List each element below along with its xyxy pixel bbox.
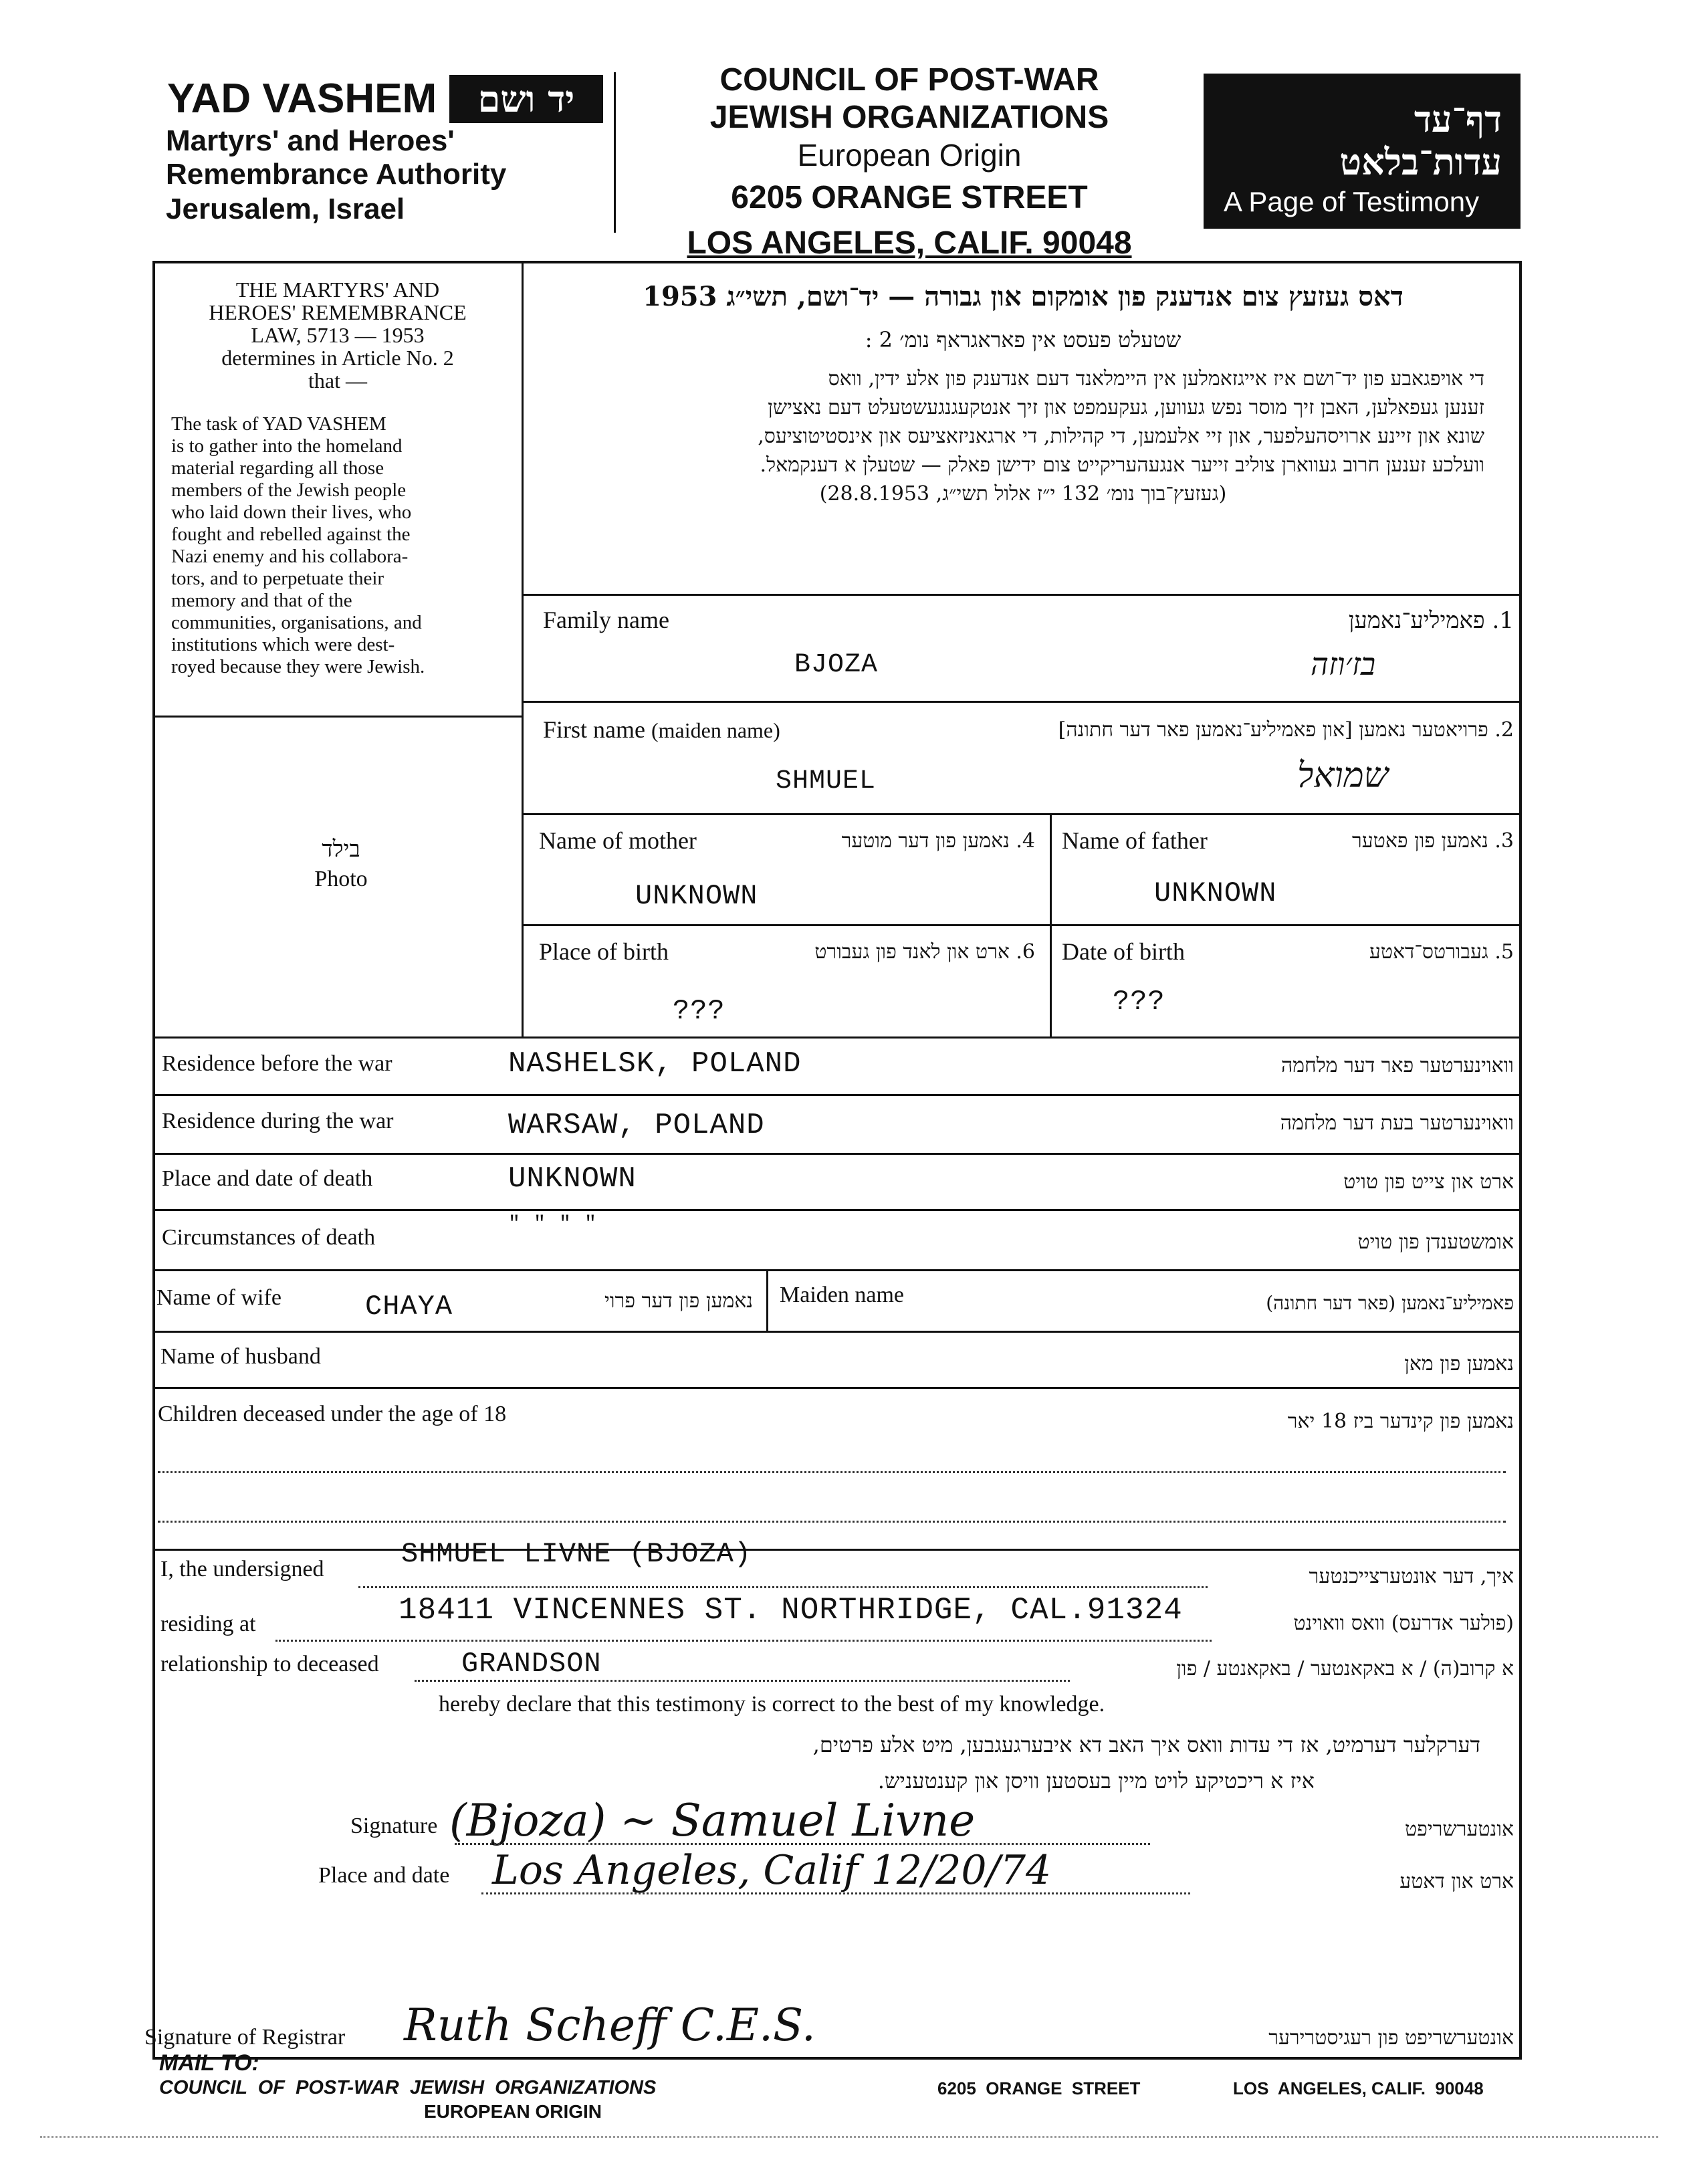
place-of-birth-label: Place of birth bbox=[539, 938, 669, 965]
header-divider bbox=[614, 72, 616, 233]
residing-value: 18411 VINCENNES ST. NORTHRIDGE, CAL.91324 bbox=[399, 1593, 1183, 1628]
photo-label: Photo bbox=[314, 867, 368, 891]
mother-label-hebrew: 4. נאמען פון דער מוטער bbox=[841, 829, 1035, 853]
father-value: UNKNOWN bbox=[1154, 877, 1277, 909]
residing-label: residing at bbox=[160, 1612, 256, 1636]
law-title-line-1: THE MARTYRS' AND bbox=[235, 278, 440, 302]
death-circumstances-label: Circumstances of death bbox=[162, 1225, 376, 1250]
first-name-label-hebrew: 2. פרויאטער נאמען [און פאמיליע־נאמען פאר דער חתונה] bbox=[1058, 718, 1514, 742]
place-date-label: Place and date bbox=[318, 1863, 450, 1888]
place-date-value: Los Angeles, Calif 12/20/74 bbox=[492, 1847, 1052, 1894]
law-body-line: fought and rebelled against the bbox=[171, 524, 411, 545]
signature-label: Signature bbox=[350, 1814, 438, 1838]
death-circumstances-label-hebrew: אומשטענדן פון טויט bbox=[1357, 1230, 1514, 1254]
authority-line-1: Martyrs' and Heroes' bbox=[166, 124, 455, 157]
yad-vashem-title: YAD VASHEM bbox=[167, 76, 437, 122]
law-title-line-2: HEROES' REMEMBRANCE bbox=[209, 300, 467, 324]
declare-text-hebrew-2: איז א ריכטיקע לויט מיין בעסטען וויסן און קענטעניש. bbox=[877, 1768, 1315, 1793]
signature-label-hebrew: אונטערשריפט bbox=[1405, 1818, 1514, 1841]
law-body-line: memory and that of the bbox=[171, 590, 352, 611]
mail-to-address: 6205 ORANGE STREET bbox=[937, 2078, 1141, 2098]
wife-value: CHAYA bbox=[365, 1291, 453, 1323]
photo-label-hebrew: בילד bbox=[322, 836, 360, 863]
law-body-line: material regarding all those bbox=[171, 457, 384, 479]
authority-line-3: Jerusalem, Israel bbox=[166, 193, 405, 225]
council-title-2: JEWISH ORGANIZATIONS bbox=[709, 100, 1109, 135]
col-divider bbox=[1050, 813, 1052, 1036]
father-label: Name of father bbox=[1062, 827, 1208, 854]
hebrew-law-line: די אויפגאבע פון יד־ושם איז אייגזאמלען אין היימלאנד דעם אנדענק פון אלע ידין, וואס bbox=[828, 367, 1484, 391]
death-place-date-label-hebrew: ארט און צייט פון טויט bbox=[1343, 1170, 1514, 1194]
law-body-line: institutions which were dest- bbox=[171, 634, 395, 655]
council-title-1: COUNCIL OF POST-WAR bbox=[719, 62, 1099, 98]
hebrew-law-title: דאס געזעץ צום אנדענק פון אומקום און גבורה — יד־ושם, תשי״ג 1953 bbox=[643, 281, 1403, 312]
death-circumstances-value: " " " " bbox=[508, 1213, 598, 1236]
wife-maiden-divider bbox=[766, 1269, 768, 1331]
law-body-line: is to gather into the homeland bbox=[171, 435, 403, 457]
first-name-handwritten: שמואל bbox=[1297, 756, 1389, 796]
mail-to-label: MAIL TO: bbox=[159, 2050, 259, 2076]
signature-line bbox=[455, 1843, 1150, 1845]
children-line-1 bbox=[158, 1471, 1506, 1473]
maiden-label-hebrew: פאמיליע־נאמען (פאר דער חתונה) bbox=[1266, 1292, 1514, 1314]
law-box-right-border bbox=[522, 261, 524, 1036]
law-title-line-5: that — bbox=[308, 368, 367, 393]
mail-to-city: LOS ANGELES, CALIF. 90048 bbox=[1233, 2078, 1484, 2098]
council-origin: European Origin bbox=[797, 138, 1022, 173]
undersigned-line bbox=[358, 1586, 1208, 1588]
father-label-hebrew: 3. נאמען פון פאטער bbox=[1352, 829, 1514, 853]
hebrew-law-block bbox=[535, 281, 1511, 506]
first-name-label bbox=[543, 716, 780, 744]
death-place-date-label: Place and date of death bbox=[162, 1166, 373, 1191]
relationship-label: relationship to deceased bbox=[160, 1652, 379, 1676]
family-name-handwritten: בז׳וזה bbox=[1311, 646, 1376, 682]
row-divider bbox=[522, 594, 1522, 596]
wife-label: Name of wife bbox=[156, 1285, 282, 1310]
registrar-label: Signature of Registrar bbox=[144, 2025, 346, 2050]
authority-line-2: Remembrance Authority bbox=[166, 158, 507, 191]
yad-vashem-hebrew-logo: יד ושם bbox=[449, 75, 603, 123]
law-title-line-3: LAW, 5713 — 1953 bbox=[251, 323, 425, 347]
first-name-label-text: First name bbox=[543, 716, 645, 743]
children-label-hebrew: נאמען פון קינדער ביז 18 יאר bbox=[1287, 1410, 1514, 1433]
row-divider bbox=[152, 1153, 1522, 1155]
family-name-value: BJOZA bbox=[794, 650, 879, 680]
residence-during-value: WARSAW, POLAND bbox=[508, 1109, 765, 1142]
signature-value: (Bjoza) ~ Samuel Livne bbox=[449, 1795, 976, 1846]
death-place-date-value: UNKNOWN bbox=[508, 1162, 637, 1196]
testimony-box-hebrew-2: עדות־בלאט bbox=[1339, 140, 1502, 183]
row-divider bbox=[522, 924, 1522, 926]
first-name-label-extra: (maiden name) bbox=[651, 718, 780, 742]
council-city: LOS ANGELES, CALIF. 90048 bbox=[687, 225, 1132, 261]
residence-before-label: Residence before the war bbox=[162, 1051, 392, 1076]
date-of-birth-label-hebrew: 5. געבורטס־דאטע bbox=[1369, 940, 1514, 964]
testimony-box-english: A Page of Testimony bbox=[1224, 186, 1480, 217]
residing-line bbox=[275, 1640, 1212, 1642]
mail-to-origin: EUROPEAN ORIGIN bbox=[424, 2101, 602, 2122]
relationship-label-hebrew: א קרוב(ה) / א באקאנטער / באקאנטע / פון bbox=[1176, 1657, 1514, 1680]
row-divider bbox=[152, 1209, 1522, 1211]
residence-during-label: Residence during the war bbox=[162, 1109, 394, 1133]
undersigned-value: SHMUEL LIVNE (BJOZA) bbox=[401, 1538, 752, 1570]
row-divider bbox=[152, 1269, 1522, 1271]
hebrew-law-line: וועלכע זענען חרוב געווארן צוליב זייער אנגעהעריקייט צום ידישן פאלק — שטעלן א דענקמאל. bbox=[760, 453, 1484, 477]
declare-text: hereby declare that this testimony is correct to the best of my knowledge. bbox=[439, 1692, 1105, 1717]
children-line-2 bbox=[158, 1521, 1506, 1523]
registrar-label-hebrew: אונטערשריפט פון רעגיסטרירער bbox=[1268, 2026, 1514, 2050]
law-box-body bbox=[171, 413, 512, 678]
footer-cut-line bbox=[40, 2136, 1658, 2138]
law-title-line-4: determines in Article No. 2 bbox=[221, 346, 454, 370]
husband-label-hebrew: נאמען פון מאן bbox=[1404, 1352, 1514, 1376]
law-body-line: royed because they were Jewish. bbox=[171, 656, 425, 677]
hebrew-law-citation: (געזעץ־בוך נומ׳ 132 י״ז אלול תשי״ג, 28.8.1953) bbox=[819, 482, 1227, 506]
mail-to-org: COUNCIL OF POST-WAR JEWISH ORGANIZATIONS bbox=[159, 2077, 657, 2098]
husband-label: Name of husband bbox=[160, 1344, 321, 1369]
family-name-label-hebrew: 1. פאמיליע־נאמען bbox=[1348, 607, 1514, 634]
council-street: 6205 ORANGE STREET bbox=[731, 180, 1088, 215]
testimony-box-hebrew-1: דף־עד bbox=[1414, 98, 1502, 140]
first-name-value: SHMUEL bbox=[776, 766, 877, 796]
wife-label-hebrew: נאמען פון דער פרוי bbox=[604, 1289, 753, 1313]
law-body-line: tors, and to perpetuate their bbox=[171, 568, 384, 589]
undersigned-label: I, the undersigned bbox=[160, 1557, 324, 1581]
registrar-signature: Ruth Scheff C.E.S. bbox=[404, 1999, 816, 2051]
undersigned-label-hebrew: איך, דער אונטערצייכנטער bbox=[1309, 1565, 1514, 1588]
children-label: Children deceased under the age of 18 bbox=[158, 1402, 507, 1426]
family-name-label: Family name bbox=[543, 607, 669, 633]
mother-label: Name of mother bbox=[539, 827, 697, 854]
row-divider bbox=[152, 1549, 1522, 1551]
law-box-title bbox=[155, 278, 520, 392]
law-body-line: members of the Jewish people bbox=[171, 479, 407, 501]
residing-label-hebrew: (פולער אדרעס) וואס וואוינט bbox=[1293, 1612, 1514, 1635]
residence-during-label-hebrew: וואוינערטער בעת דער מלחמה bbox=[1280, 1111, 1514, 1135]
row-divider bbox=[152, 1094, 1522, 1096]
date-of-birth-value: ??? bbox=[1113, 986, 1165, 1018]
declare-text-hebrew-1: דערקלער דערמיט, אז די עדות וואס איך האב דא איבערגעגבען, מיט אלע פרטים, bbox=[812, 1732, 1480, 1757]
law-body-line: Nazi enemy and his collabora- bbox=[171, 546, 409, 567]
mother-value: UNKNOWN bbox=[635, 880, 758, 912]
residence-before-label-hebrew: וואוינערטער פאר דער מלחמה bbox=[1280, 1054, 1514, 1077]
place-date-label-hebrew: ארט און דאטע bbox=[1399, 1870, 1514, 1893]
row-divider bbox=[152, 1331, 1522, 1333]
hebrew-law-line: זענען געפאלען, האבן זיך מוסר נפש געווען, געקעמפט און זיך אנטקעגנגעשטעלט דעם נאצישן bbox=[768, 396, 1484, 419]
hebrew-law-subtitle: שטעלט פעסט אין פאראגראף נומ׳ 2 : bbox=[865, 327, 1181, 352]
place-of-birth-value: ??? bbox=[673, 995, 725, 1027]
law-box-bottom-border bbox=[152, 716, 522, 718]
relationship-line bbox=[415, 1680, 1070, 1682]
row-divider bbox=[522, 813, 1522, 815]
maiden-label: Maiden name bbox=[780, 1283, 904, 1307]
place-of-birth-label-hebrew: 6. ארט און לאנד פון געבורט bbox=[814, 940, 1035, 964]
row-divider bbox=[522, 701, 1522, 703]
hebrew-law-line: שונא און זיינע ארויסהעלפער, און זיי אלעמען, די קהילות, די ארגאניזאציעס און אינסטיטוציעס, bbox=[758, 425, 1484, 448]
row-divider bbox=[152, 1036, 1522, 1039]
place-date-line bbox=[481, 1892, 1190, 1894]
law-body-line: who laid down their lives, who bbox=[171, 502, 412, 523]
law-body-line: The task of YAD VASHEM bbox=[171, 413, 386, 435]
residence-before-value: NASHELSK, POLAND bbox=[508, 1047, 802, 1081]
testimony-box bbox=[1204, 74, 1521, 229]
row-divider bbox=[152, 1387, 1522, 1389]
relationship-value: GRANDSON bbox=[461, 1648, 602, 1680]
date-of-birth-label: Date of birth bbox=[1062, 938, 1185, 965]
law-body-line: communities, organisations, and bbox=[171, 612, 422, 633]
